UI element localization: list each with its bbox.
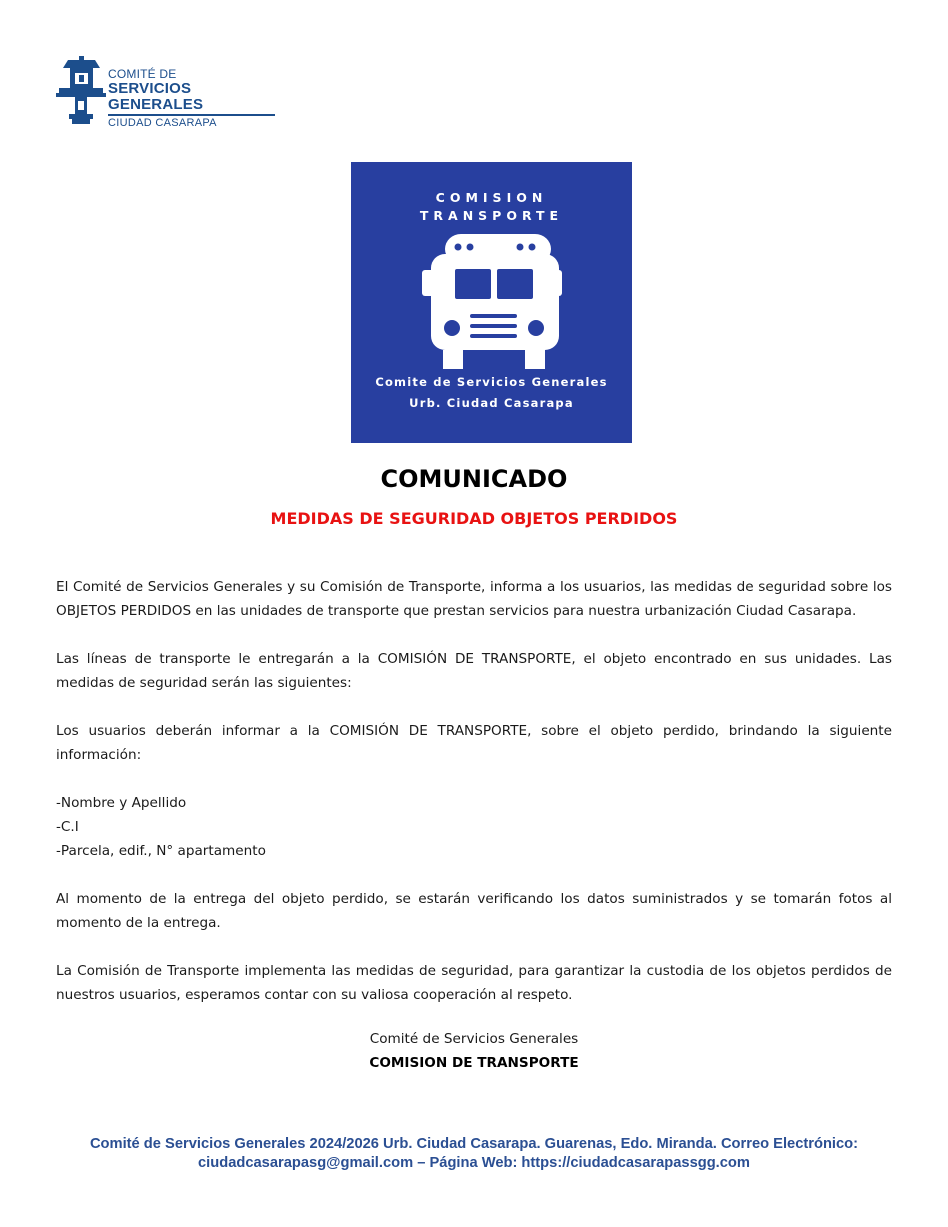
- emblem-footer-line2: Urb. Ciudad Casarapa: [409, 396, 574, 410]
- org-name-line3: CIUDAD CASARAPA: [108, 116, 217, 129]
- lantern-logo-icon: [56, 56, 106, 124]
- paragraph-intro: El Comité de Servicios Generales y su Comisión de Transporte, informa a los usuarios, las medidas de seguridad sobre los OBJETOS PERDIDOS en las unidades de transporte que prestan servicios para nuestra urbanización Ciudad Casarapa.: [56, 579, 892, 619]
- list-item: -Nombre y Apellido: [56, 795, 187, 811]
- org-logo: [56, 56, 286, 129]
- signature-commission: COMISION DE TRANSPORTE: [369, 1055, 579, 1071]
- org-name-line1: COMITÉ DE: [108, 67, 177, 81]
- paragraph-delivery: Las líneas de transporte le entregarán a la COMISIÓN DE TRANSPORTE, el objeto encontrado en sus unidades. Las medidas de seguridad serán las siguientes:: [56, 651, 892, 691]
- transport-emblem: [351, 162, 632, 443]
- emblem-title-line1: COMISION: [435, 190, 548, 205]
- document-title: COMUNICADO: [380, 465, 568, 493]
- emblem-footer-line1: Comite de Servicios Generales: [375, 375, 608, 389]
- document-body: [56, 575, 892, 1031]
- page-footer: [40, 1135, 908, 1173]
- paragraph-closing: La Comisión de Transporte implementa las medidas de seguridad, para garantizar la custodia de los objetos perdidos de nuestros usuarios, esperamos contar con su valiosa cooperación al respeto.: [56, 963, 892, 1003]
- required-info-list: [56, 791, 892, 863]
- footer-line2: ciudadcasarapasg@gmail.com – Página Web: https://ciudadcasarapassgg.com: [198, 1155, 750, 1171]
- list-item: -Parcela, edif., N° apartamento: [56, 843, 266, 859]
- paragraph-users-report: Los usuarios deberán informar a la COMISIÓN DE TRANSPORTE, sobre el objeto perdido, brindando la siguiente información:: [56, 723, 892, 763]
- document-subtitle: MEDIDAS DE SEGURIDAD OBJETOS PERDIDOS: [270, 509, 678, 528]
- org-name-divider: [108, 114, 275, 116]
- emblem-title-line2: TRANSPORTE: [419, 208, 564, 223]
- org-name-line2: SERVICIOS GENERALES: [108, 80, 204, 113]
- list-item: -C.I: [56, 819, 79, 835]
- paragraph-verification: Al momento de la entrega del objeto perdido, se estarán verificando los datos suministrados y se tomarán fotos al momento de la entrega.: [56, 891, 892, 931]
- footer-line1: Comité de Servicios Generales 2024/2026 Urb. Ciudad Casarapa. Guarenas, Edo. Miranda. Correo Electrónico:: [89, 1136, 859, 1152]
- signature-organization: Comité de Servicios Generales: [369, 1031, 579, 1047]
